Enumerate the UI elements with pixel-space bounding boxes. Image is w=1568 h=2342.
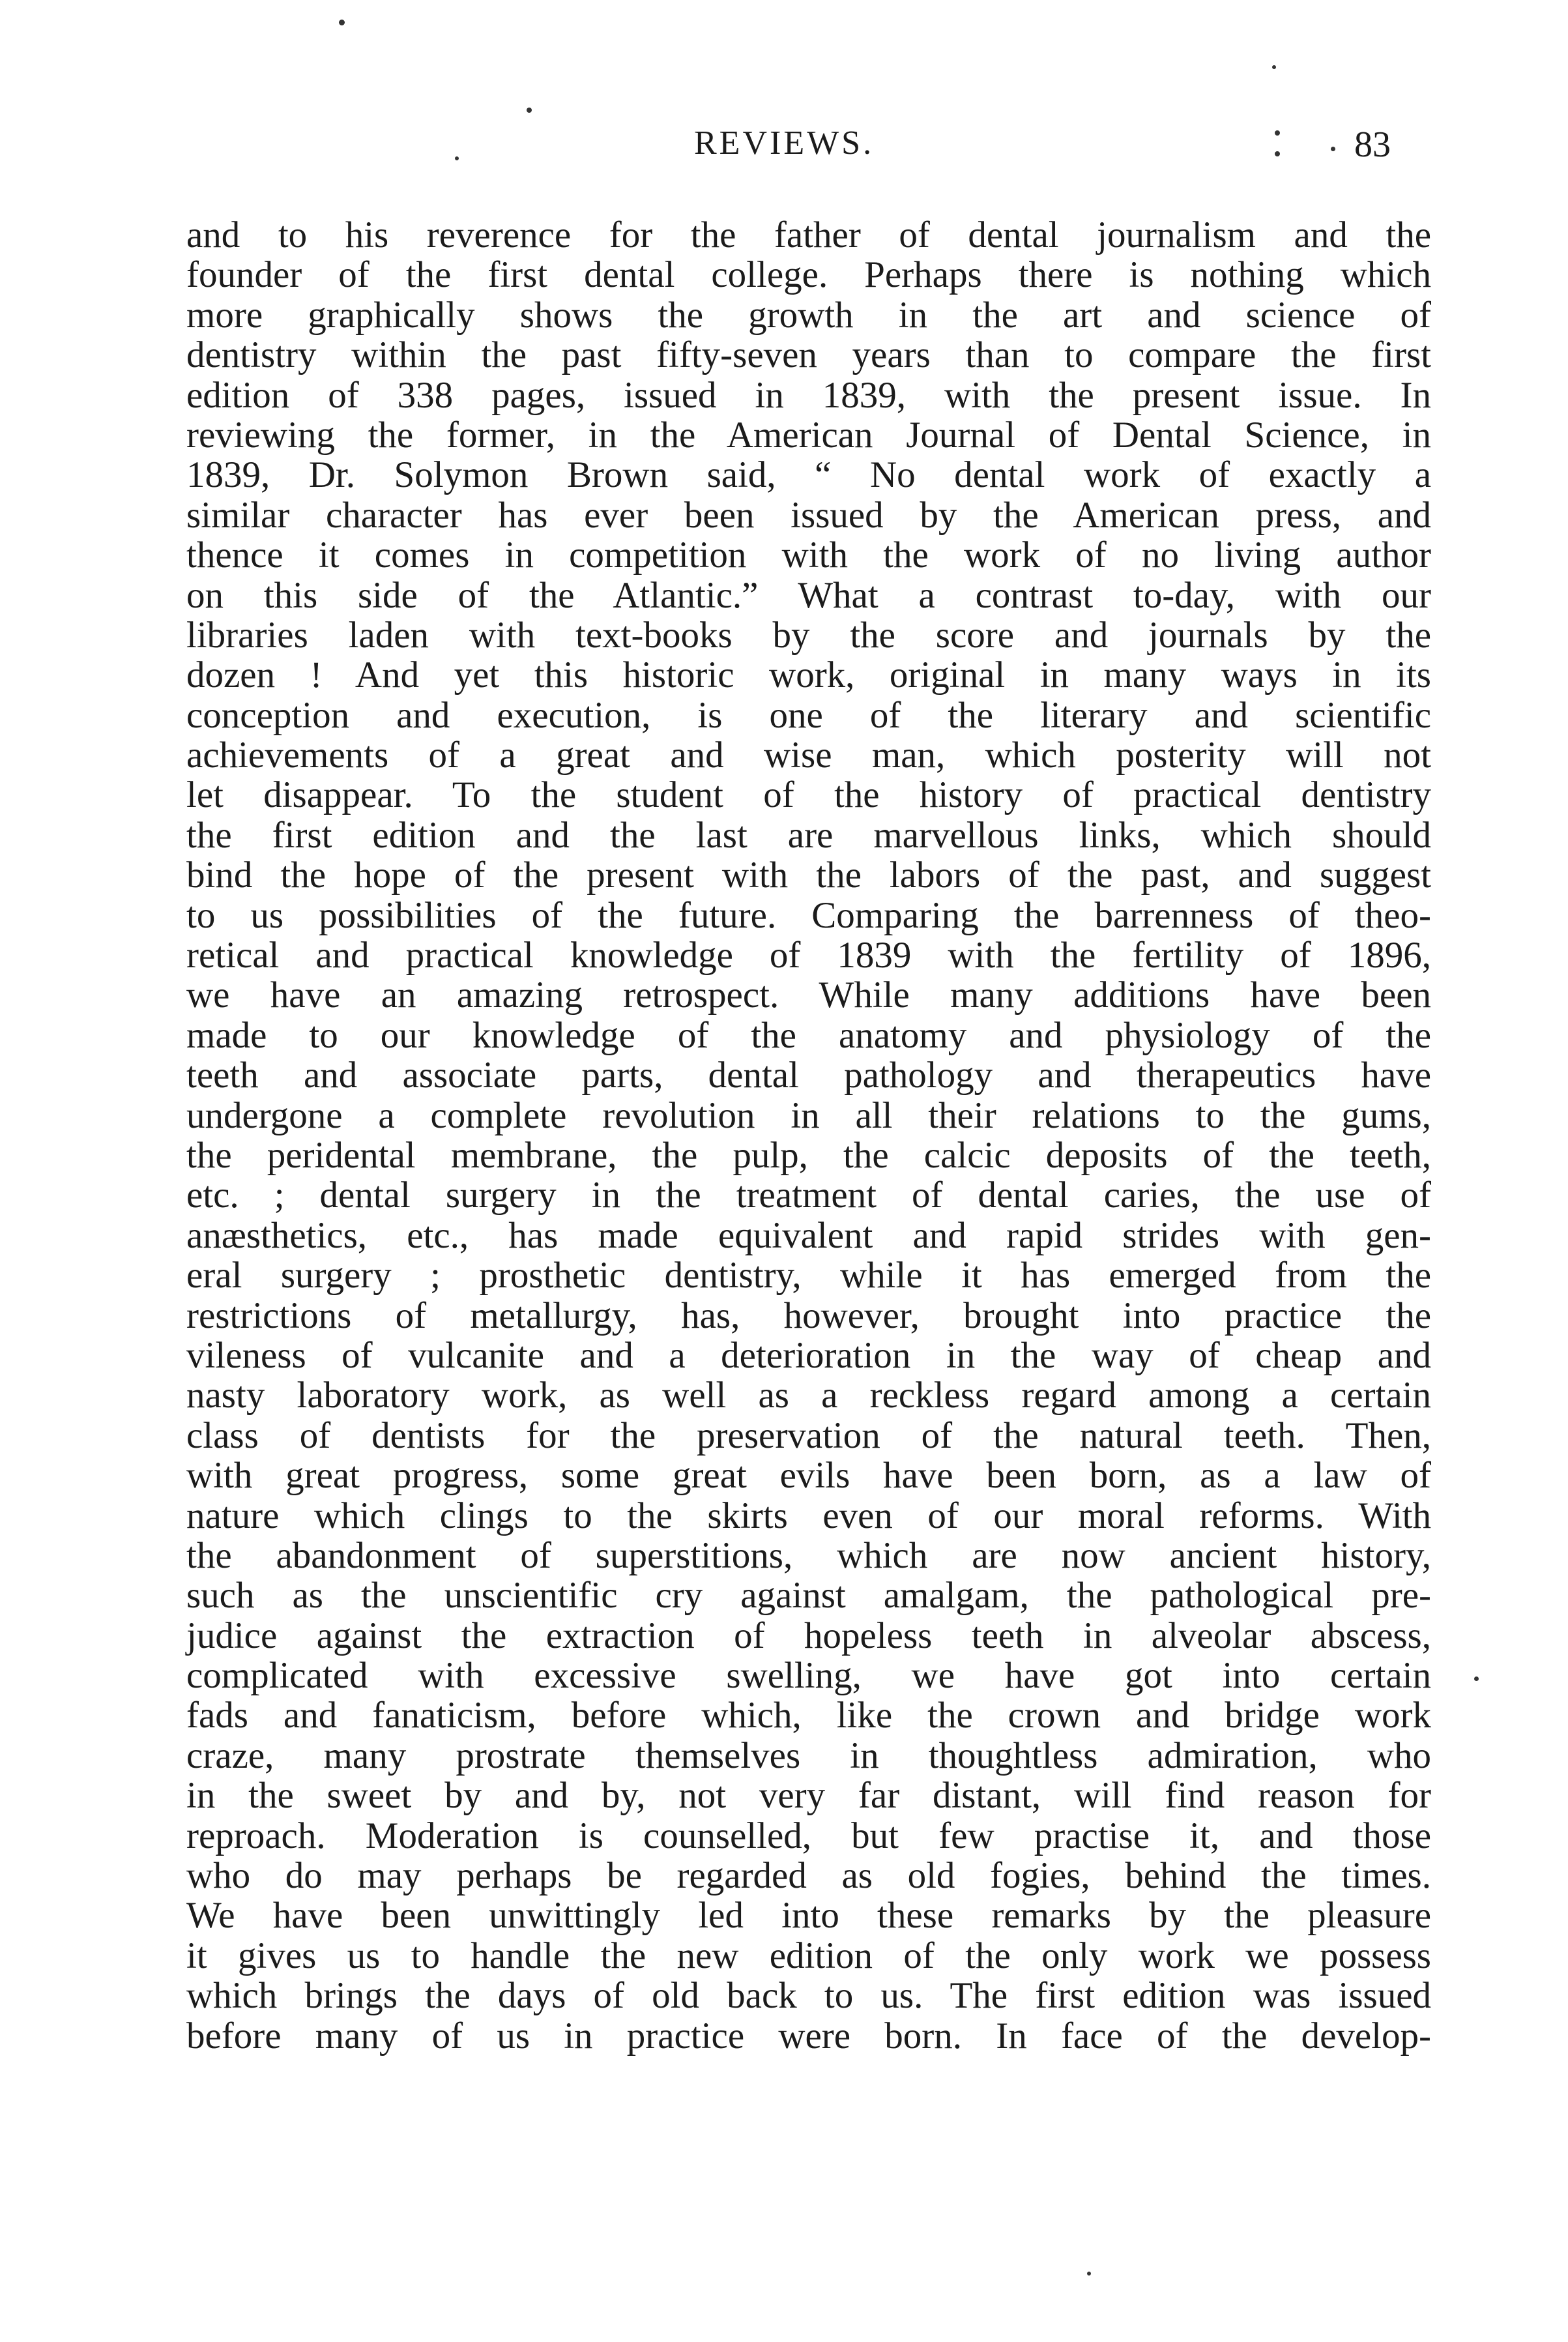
text-line: which brings the days of old back to us. The first edition was issued xyxy=(186,1975,1431,2017)
text-line: reproach. Moderation is counselled, but few practise it, and those xyxy=(186,1815,1431,1856)
text-line: similar character has ever been issued by the American press, and xyxy=(186,494,1431,536)
text-line: it gives us to handle the new edition of the only work we possess xyxy=(186,1935,1431,1976)
text-line: vileness of vulcanite and a deterioration in the way of cheap and xyxy=(186,1334,1431,1376)
text-line: in the sweet by and by, not very far distant, will find reason for xyxy=(186,1775,1431,1817)
text-line: such as the unscientific cry against amalgam, the pathological pre- xyxy=(186,1575,1431,1617)
text-line: who do may perhaps be regarded as old fogies, behind the times. xyxy=(186,1855,1431,1897)
text-line: retical and practical knowledge of 1839 with the fertility of 1896, xyxy=(186,935,1431,976)
scan-speck xyxy=(527,108,532,113)
text-line: the first edition and the last are marvellous links, which should xyxy=(186,814,1431,856)
text-line: the peridental membrane, the pulp, the calcic deposits of the teeth, xyxy=(186,1134,1431,1176)
text-line: teeth and associate parts, dental pathology and therapeutics have xyxy=(186,1055,1431,1096)
text-line: with great progress, some great evils have been born, as a law of xyxy=(186,1455,1431,1497)
text-line: before many of us in practice were born. In face of the develop- xyxy=(186,2015,1431,2057)
text-line: complicated with excessive swelling, we have got into certain xyxy=(186,1655,1431,1697)
scan-speck xyxy=(1087,2272,1091,2276)
text-line: founder of the first dental college. Perhaps there is nothing which xyxy=(186,254,1431,296)
page-header xyxy=(0,124,1568,176)
text-line: reviewing the former, in the American Journal of Dental Science, in xyxy=(186,414,1431,456)
text-line: 1839, Dr. Solymon Brown said, “ No dental work of exactly a xyxy=(186,454,1431,496)
text-line: fads and fanaticism, before which, like the crown and bridge work xyxy=(186,1695,1431,1736)
text-line: dentistry within the past fifty-seven years than to compare the first xyxy=(186,334,1431,376)
text-line: etc. ; dental surgery in the treatment of dental caries, the use of xyxy=(186,1175,1431,1216)
text-line: to us possibilities of the future. Comparing the barrenness of theo- xyxy=(186,894,1431,936)
running-head: REVIEWS. xyxy=(694,124,875,162)
scan-speck xyxy=(1272,65,1276,69)
text-line: class of dentists for the preservation of the natural teeth. Then, xyxy=(186,1414,1431,1456)
text-line: conception and execution, is one of the literary and scientific xyxy=(186,694,1431,736)
text-line: achievements of a great and wise man, which posterity will not xyxy=(186,735,1431,776)
text-line: and to his reverence for the father of dental journalism and the xyxy=(186,214,1431,256)
text-line: dozen ! And yet this historic work, original in many ways in its xyxy=(186,654,1431,696)
text-line: craze, many prostrate themselves in thoughtless admiration, who xyxy=(186,1735,1431,1776)
text-line: we have an amazing retrospect. While many additions have been xyxy=(186,974,1431,1016)
scan-speck xyxy=(339,20,345,25)
text-line: restrictions of metallurgy, has, however, brought into practice the xyxy=(186,1295,1431,1336)
text-line: libraries laden with text-books by the score and journals by the xyxy=(186,614,1431,656)
text-line: on this side of the Atlantic.” What a contrast to-day, with our xyxy=(186,574,1431,616)
text-line: undergone a complete revolution in all their relations to the gums, xyxy=(186,1094,1431,1136)
scan-speck xyxy=(1474,1676,1479,1681)
text-line: made to our knowledge of the anatomy and physiology of the xyxy=(186,1014,1431,1056)
text-line: nasty laboratory work, as well as a reckless regard among a certain xyxy=(186,1375,1431,1416)
text-line: We have been unwittingly led into these remarks by the pleasure xyxy=(186,1895,1431,1937)
text-line: edition of 338 pages, issued in 1839, with the present issue. In xyxy=(186,374,1431,416)
text-line: nature which clings to the skirts even of our moral reforms. With xyxy=(186,1495,1431,1536)
text-line: anæsthetics, etc., has made equivalent and rapid strides with gen- xyxy=(186,1214,1431,1256)
text-line: let disappear. To the student of the history of practical dentistry xyxy=(186,774,1431,816)
text-line: judice against the extraction of hopeless teeth in alveolar abscess, xyxy=(186,1615,1431,1656)
text-line: bind the hope of the present with the labors of the past, and suggest xyxy=(186,855,1431,896)
text-line: eral surgery ; prosthetic dentistry, while it has emerged from the xyxy=(186,1255,1431,1296)
text-line: thence it comes in competition with the work of no living author xyxy=(186,534,1431,576)
text-line: more graphically shows the growth in the art and science of xyxy=(186,294,1431,336)
review-text xyxy=(186,215,1431,2056)
page-number: 83 xyxy=(1354,124,1391,165)
text-line: the abandonment of superstitions, which are now ancient history, xyxy=(186,1534,1431,1576)
